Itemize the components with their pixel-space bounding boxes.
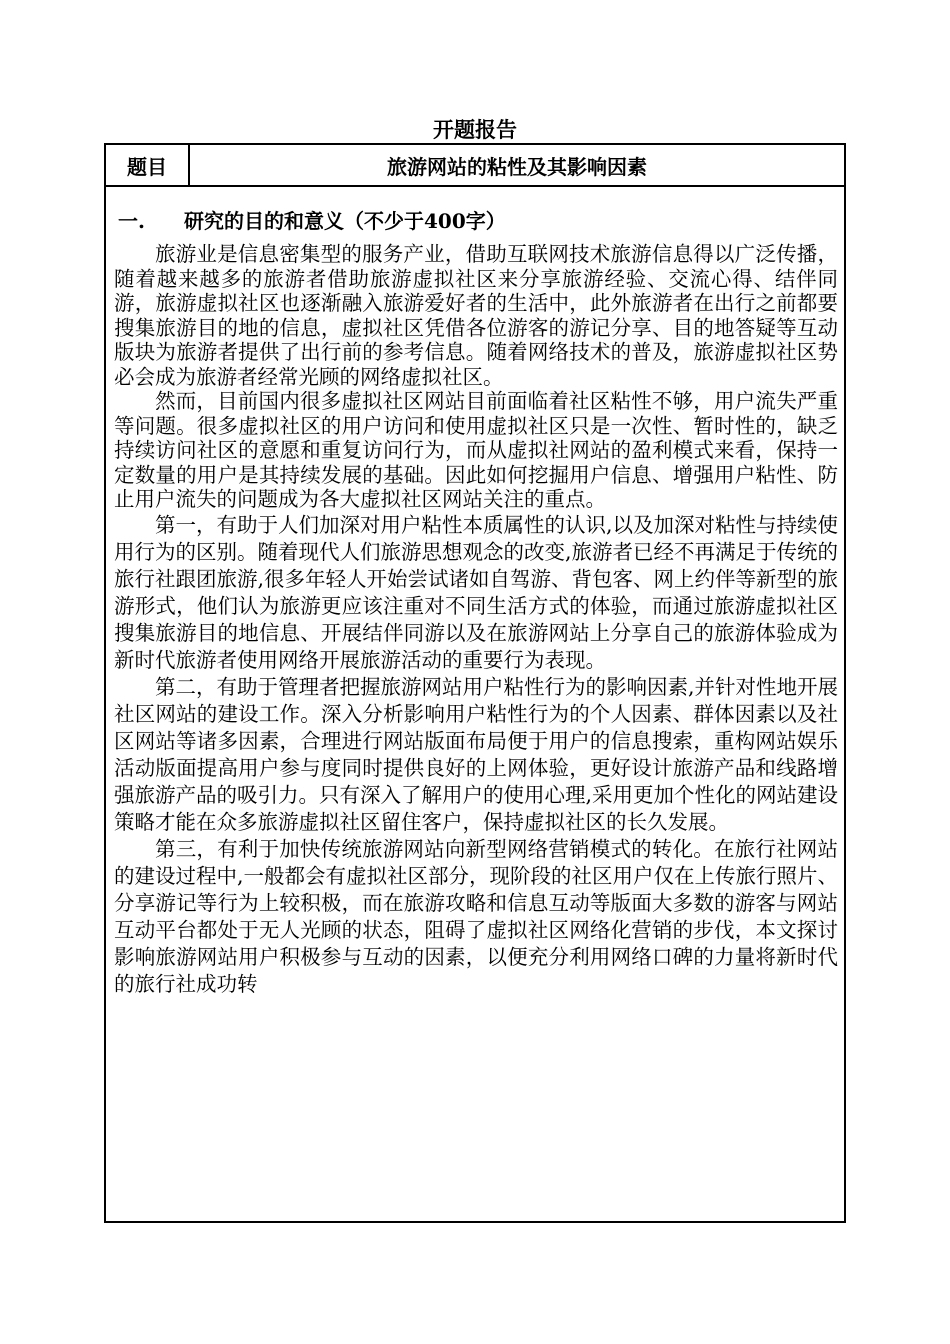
paragraph: 第一，有助于人们加深对用户粘性本质属性的认识,以及加深对粘性与持续使用行为的区别。随着现代人们旅游思想观念的改变,旅游者已经不再满足于传统的旅行社跟团旅游,很多年轻人开始尝试诸如自驾游、背包客、网上约伴等新型的旅游形式，他们认为旅游更应该注重对不同生活方式的体验，而通过旅游虚拟社区搜集旅游目的地信息、开展结伴同游以及在旅游网站上分享自己的旅游体验成为新时代旅游者使用网络开展旅游活动的重要行为表现。 [114, 512, 839, 672]
paragraph: 第二，有助于管理者把握旅游网站用户粘性行为的影响因素,并针对性地开展社区网站的建设工作。深入分析影响用户粘性行为的个人因素、群体因素以及社区网站等诸多因素，合理进行网站版面布局便于用户的信息搜索，重构网站娱乐活动版面提高用户参与度同时提供良好的上网体验，更好设计旅游产品和线路增强旅游产品的吸引力。只有深入了解用户的使用心理,采用更加个性化的网站建设策略才能在众多旅游虚拟社区留住客户，保持虚拟社区的长久发展。 [114, 674, 839, 834]
section-heading [118, 205, 506, 234]
section-number: 一. [118, 209, 145, 233]
section-body [114, 242, 838, 998]
topic-title: 旅游网站的粘性及其影响因素 [387, 154, 647, 179]
topic-row [106, 145, 844, 187]
paragraph: 第三，有利于加快传统旅游网站向新型网络营销模式的转化。在旅行社网站的建设过程中,一般都会有虚拟社区部分，现阶段的社区用户仅在上传旅行照片、分享游记等行为上较积极，而在旅游攻略和信息互动等版面大多数的游客与网站互动平台都处于无人光顾的状态，阻碍了虚拟社区网络化营销的步伐，本文探讨影响旅游网站用户积极参与互动的因素，以便充分利用网络口碑的力量将新时代的旅行社成功转 [114, 836, 839, 996]
document-title: 开题报告 [433, 117, 517, 142]
paragraph: 然而，目前国内很多虚拟社区网站目前面临着社区粘性不够，用户流失严重等问题。很多虚拟社区的用户访问和使用虚拟社区只是一次性、暂时性的，缺乏持续访问社区的意愿和重复访问行为，而从虚拟社网站的盈利模式来看，保持一定数量的用户是其持续发展的基础。因此如何挖掘用户信息、增强用户粘性、防止用户流失的问题成为各大虚拟社区网站关注的重点。 [114, 389, 838, 511]
paragraph: 旅游业是信息密集型的服务产业，借助互联网技术旅游信息得以广泛传播，随着越来越多的旅游者借助旅游虚拟社区来分享旅游经验、交流心得、结伴同游，旅游虚拟社区也逐渐融入旅游爱好者的生活中，此外旅游者在出行之前都要搜集旅游目的地的信息，虚拟社区凭借各位游客的游记分享、目的地答疑等互动版块为旅游者提供了出行前的参考信息。随着网络技术的普及，旅游虚拟社区势必会成为旅游者经常光顾的网络虚拟社区。 [114, 242, 838, 389]
section-title: 研究的目的和意义（不少于400字） [184, 209, 506, 233]
topic-label: 题目 [106, 145, 190, 185]
report-table [104, 143, 846, 1223]
